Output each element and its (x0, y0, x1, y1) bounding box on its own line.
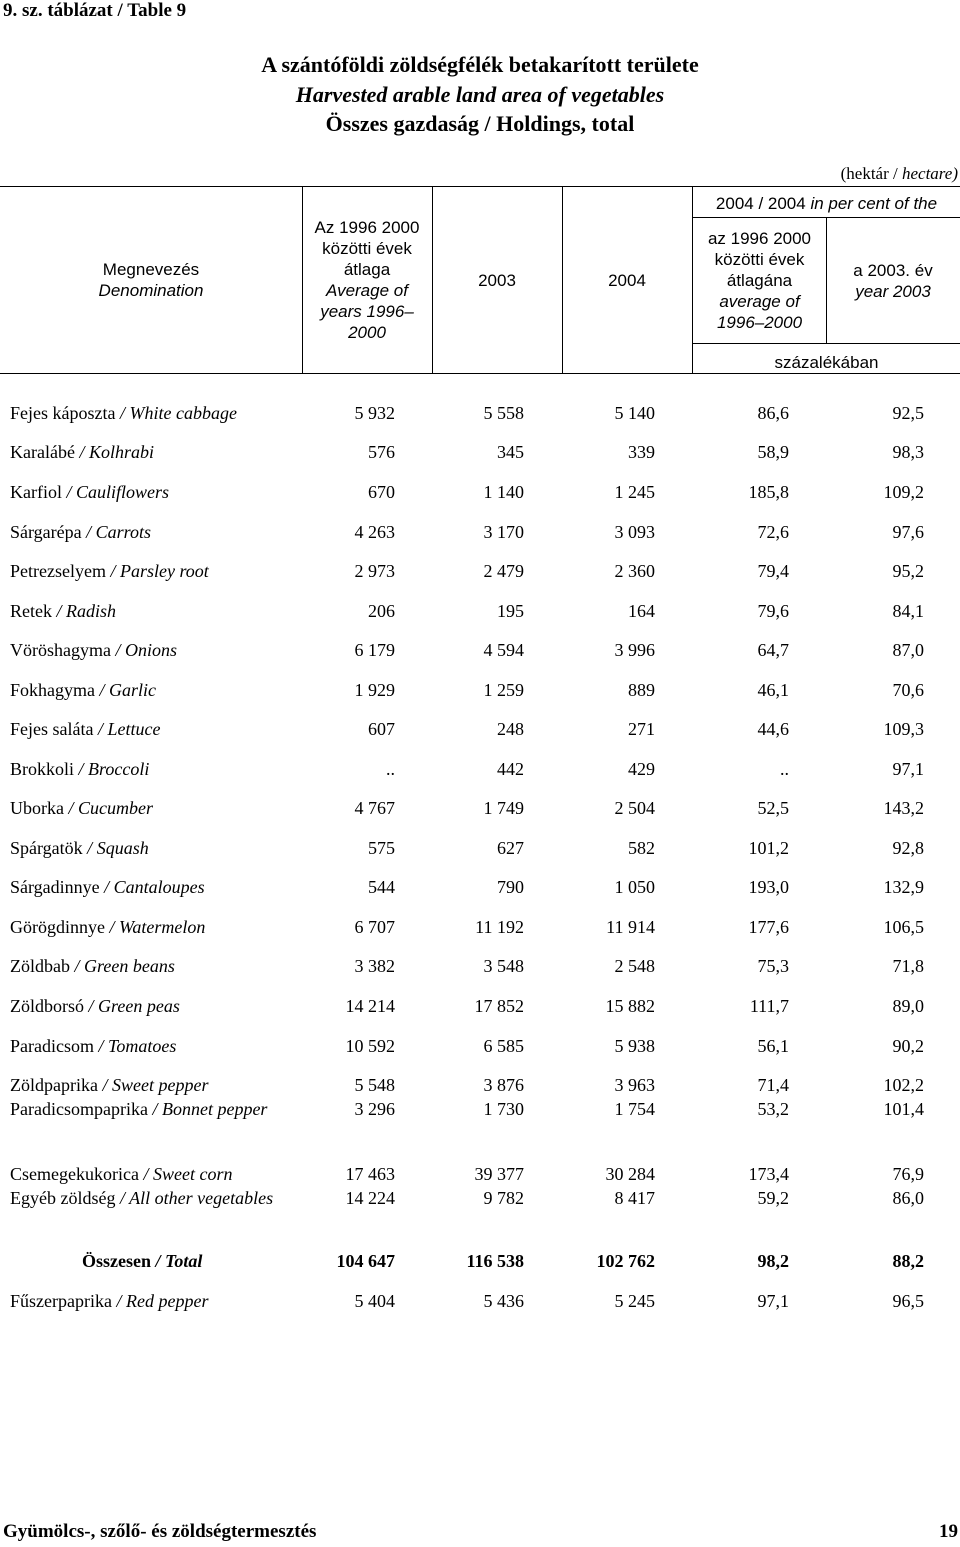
row-name-hu: Fűszerpaprika (10, 1291, 112, 1311)
row-denomination (82, 1249, 357, 1273)
cell-value-2004: 8 417 (614, 1188, 655, 1208)
cell-avg-1996-2000: 5 404 (354, 1291, 395, 1311)
cell-avg-1996-2000: 575 (368, 838, 395, 858)
row-name-en: Green peas (98, 996, 180, 1016)
header-percent: százalékában (774, 353, 879, 372)
header-pct-average-hu-1: az 1996 2000 (707, 229, 812, 248)
cell-value-2004: 2 548 (614, 956, 655, 976)
cell-pct-of-average: 58,9 (757, 442, 789, 462)
cell-value-2004: 3 963 (614, 1075, 655, 1095)
row-name-hu: Paradicsompaprika (10, 1099, 148, 1119)
cell-pct-of-2003: 90,2 (892, 1036, 924, 1056)
cell-value-2004: 11 914 (606, 917, 655, 937)
header-pct-2003-hu: a 2003. év (853, 261, 933, 280)
row-denomination (10, 1073, 285, 1097)
cell-pct-of-average: 59,2 (757, 1188, 789, 1208)
cell-value-2003: 9 782 (483, 1188, 524, 1208)
header-average-en-3: 2000 (348, 323, 386, 342)
cell-value-2003: 248 (497, 719, 524, 739)
cell-pct-of-2003: 86,0 (892, 1188, 924, 1208)
row-name-en: Watermelon (119, 917, 206, 937)
cell-pct-of-2003: 109,2 (883, 482, 924, 502)
row-denomination (10, 520, 285, 544)
row-denomination (10, 638, 285, 662)
row-name-separator: / (63, 798, 78, 818)
cell-pct-of-2003: 97,1 (892, 759, 924, 779)
cell-pct-of-2003: 97,6 (892, 522, 924, 542)
cell-avg-1996-2000: 10 592 (345, 1036, 395, 1056)
header-pct-average (693, 228, 826, 333)
row-name-hu: Karalábé (10, 442, 75, 462)
cell-pct-of-average: 173,4 (748, 1164, 789, 1184)
cell-avg-1996-2000: 104 647 (336, 1251, 395, 1271)
cell-pct-of-2003: 92,8 (892, 838, 924, 858)
cell-pct-of-average: 185,8 (748, 482, 789, 502)
cell-pct-of-average: 79,4 (757, 561, 789, 581)
cell-avg-1996-2000: 670 (368, 482, 395, 502)
cell-pct-of-2003: 98,3 (892, 442, 924, 462)
cell-pct-of-2003: 96,5 (892, 1291, 924, 1311)
cell-value-2003: 627 (497, 838, 524, 858)
row-name-en: Broccoli (88, 759, 150, 779)
header-average-hu-3: átlaga (343, 260, 391, 279)
row-name-separator: / (52, 601, 67, 621)
header-2004: 2004 (608, 271, 646, 290)
row-name-separator: / (81, 522, 96, 542)
cell-value-2004: 5 245 (614, 1291, 655, 1311)
cell-avg-1996-2000: 3 382 (354, 956, 395, 976)
header-average (302, 217, 432, 343)
row-name-separator: / (70, 956, 85, 976)
cell-pct-of-average: 98,2 (757, 1251, 789, 1271)
cell-value-2003: 17 852 (474, 996, 524, 1016)
row-name-en: Cucumber (78, 798, 153, 818)
cell-avg-1996-2000: 5 932 (354, 403, 395, 423)
row-name-separator: / (138, 1164, 153, 1184)
cell-avg-1996-2000: 5 548 (354, 1075, 395, 1095)
row-name-hu: Vöröshagyma (10, 640, 111, 660)
row-denomination (10, 1162, 285, 1186)
row-name-separator: / (74, 442, 89, 462)
row-name-en: Squash (96, 838, 149, 858)
cell-pct-of-average: .. (780, 759, 789, 779)
row-name-hu: Zöldbab (10, 956, 70, 976)
cell-avg-1996-2000: 1 929 (354, 680, 395, 700)
cell-pct-of-2003: 101,4 (883, 1099, 924, 1119)
header-average-hu-1: Az 1996 2000 (314, 218, 420, 237)
row-denomination (10, 875, 285, 899)
header-average-hu-2: közötti évek (322, 239, 412, 258)
cell-value-2004: 339 (628, 442, 655, 462)
row-name-separator: / (95, 680, 110, 700)
cell-value-2004: 271 (628, 719, 655, 739)
cell-avg-1996-2000: 206 (368, 601, 395, 621)
cell-avg-1996-2000: 544 (368, 877, 395, 897)
cell-pct-of-2003: 143,2 (883, 798, 924, 818)
row-name-en: Green beans (84, 956, 175, 976)
cell-value-2003: 790 (497, 877, 524, 897)
cell-pct-of-2003: 76,9 (892, 1164, 924, 1184)
cell-value-2003: 5 436 (483, 1291, 524, 1311)
cell-value-2004: 5 140 (614, 403, 655, 423)
cell-pct-of-average: 79,6 (757, 601, 789, 621)
cell-value-2003: 11 192 (475, 917, 524, 937)
row-name-hu: Fejes saláta (10, 719, 94, 739)
row-denomination (10, 836, 285, 860)
row-denomination (10, 796, 285, 820)
row-denomination (10, 915, 285, 939)
cell-value-2004: 889 (628, 680, 655, 700)
row-name-hu: Karfiol (10, 482, 62, 502)
row-denomination (10, 599, 285, 623)
row-name-hu: Fejes káposzta (10, 403, 116, 423)
row-name-en: Radish (66, 601, 117, 621)
cell-avg-1996-2000: 17 463 (345, 1164, 395, 1184)
cell-avg-1996-2000: 6 707 (354, 917, 395, 937)
row-denomination (10, 1034, 285, 1058)
row-denomination (10, 757, 285, 781)
cell-value-2004: 2 360 (614, 561, 655, 581)
row-name-separator: / (105, 561, 120, 581)
row-name-hu: Zöldborsó (10, 996, 84, 1016)
cell-value-2003: 6 585 (483, 1036, 524, 1056)
row-denomination (10, 717, 285, 741)
title-holdings: Összes gazdaság / Holdings, total (325, 111, 635, 136)
header-pct-line (693, 343, 960, 344)
cell-value-2004: 1 050 (614, 877, 655, 897)
header-average-en-2: years 1996– (320, 302, 414, 321)
cell-pct-of-2003: 89,0 (892, 996, 924, 1016)
row-name-en: Onions (125, 640, 178, 660)
row-name-en: Lettuce (107, 719, 161, 739)
row-name-separator: / (110, 640, 125, 660)
row-name-hu: Egyéb zöldség (10, 1188, 116, 1208)
footer-title: Gyümölcs-, szőlő- és zöldségtermesztés (3, 1521, 317, 1542)
cell-pct-of-average: 97,1 (757, 1291, 789, 1311)
cell-value-2003: 345 (497, 442, 524, 462)
cell-value-2003: 3 876 (483, 1075, 524, 1095)
cell-pct-of-2003: 106,5 (883, 917, 924, 937)
header-pct-average-hu-2: közötti évek (714, 250, 805, 269)
row-name-en: Sweet pepper (112, 1075, 209, 1095)
row-name-hu: Görögdinnye (10, 917, 105, 937)
cell-avg-1996-2000: 14 224 (345, 1188, 395, 1208)
row-name-separator: / (104, 917, 119, 937)
header-2003: 2003 (478, 271, 516, 290)
cell-pct-of-2003: 71,8 (892, 956, 924, 976)
cell-value-2004: 1 754 (614, 1099, 655, 1119)
cell-value-2004: 3 093 (614, 522, 655, 542)
row-name-separator: / (99, 877, 114, 897)
row-name-separator: / (151, 1251, 166, 1271)
cell-pct-of-average: 193,0 (748, 877, 789, 897)
cell-avg-1996-2000: 2 973 (354, 561, 395, 581)
cell-pct-of-average: 71,4 (757, 1075, 789, 1095)
cell-value-2003: 116 538 (466, 1251, 524, 1271)
row-name-hu: Uborka (10, 798, 64, 818)
cell-value-2003: 1 140 (483, 482, 524, 502)
cell-value-2003: 442 (497, 759, 524, 779)
table-label-text: 9. sz. táblázat / Table 9 (3, 0, 187, 21)
row-denomination (10, 559, 285, 583)
cell-pct-of-average: 56,1 (757, 1036, 789, 1056)
cell-value-2004: 102 762 (596, 1251, 655, 1271)
header-pct-2003-en: year 2003 (855, 282, 931, 301)
cell-value-2004: 582 (628, 838, 655, 858)
row-name-hu: Spárgatök (10, 838, 83, 858)
cell-value-2004: 3 996 (614, 640, 655, 660)
row-name-hu: Összesen (82, 1251, 151, 1271)
cell-pct-of-average: 72,6 (757, 522, 789, 542)
header-denomination-en: Denomination (98, 281, 204, 300)
row-name-separator: / (84, 996, 99, 1016)
cell-value-2003: 1 730 (483, 1099, 524, 1119)
row-name-en: Bonnet pepper (161, 1099, 268, 1119)
cell-pct-of-2003: 92,5 (892, 403, 924, 423)
unit-en: hectare) (901, 164, 958, 183)
header-top-line (0, 186, 960, 187)
header-ratio (693, 193, 960, 214)
row-name-hu: Zöldpaprika (10, 1075, 98, 1095)
unit-hu: (hektár / (840, 164, 902, 183)
row-name-en: Kolhrabi (88, 442, 154, 462)
row-name-separator: / (93, 719, 108, 739)
cell-avg-1996-2000: 576 (368, 442, 395, 462)
row-denomination (10, 1097, 285, 1121)
row-name-separator: / (97, 1075, 112, 1095)
row-denomination (10, 994, 285, 1018)
row-denomination (10, 440, 285, 464)
cell-value-2004: 5 938 (614, 1036, 655, 1056)
cell-pct-of-average: 75,3 (757, 956, 789, 976)
row-name-hu: Sárgarépa (10, 522, 82, 542)
row-name-en: Cauliflowers (76, 482, 170, 502)
cell-value-2004: 164 (628, 601, 655, 621)
cell-value-2003: 195 (497, 601, 524, 621)
cell-value-2003: 1 749 (483, 798, 524, 818)
row-name-separator: / (82, 838, 97, 858)
cell-pct-of-2003: 102,2 (883, 1075, 924, 1095)
cell-pct-of-2003: 88,2 (892, 1251, 924, 1271)
header-ratio-hu: 2004 / 2004 (715, 194, 806, 213)
unit-label (841, 164, 958, 184)
cell-avg-1996-2000: 607 (368, 719, 395, 739)
cell-pct-of-average: 177,6 (748, 917, 789, 937)
cell-value-2004: 2 504 (614, 798, 655, 818)
row-name-en: Garlic (109, 680, 157, 700)
header-denomination (0, 259, 302, 301)
table-label (3, 0, 186, 22)
row-name-separator: / (74, 759, 89, 779)
header-bottom-line (0, 373, 960, 374)
row-denomination (10, 678, 285, 702)
row-name-hu: Paradicsom (10, 1036, 94, 1056)
cell-pct-of-average: 52,5 (757, 798, 789, 818)
title-hungarian: A szántóföldi zöldségfélék betakarított területe (261, 52, 699, 77)
cell-pct-of-2003: 95,2 (892, 561, 924, 581)
cell-value-2004: 15 882 (605, 996, 655, 1016)
row-name-hu: Csemegekukorica (10, 1164, 139, 1184)
row-denomination (10, 480, 285, 504)
cell-pct-of-average: 111,7 (749, 996, 789, 1016)
row-name-en: Carrots (95, 522, 152, 542)
row-name-en: All other vegetables (129, 1188, 274, 1208)
header-pct-average-hu-3: átlagána (726, 271, 793, 290)
row-name-hu: Brokkoli (10, 759, 75, 779)
cell-pct-of-average: 44,6 (757, 719, 789, 739)
row-name-separator: / (115, 1188, 130, 1208)
title-english: Harvested arable land area of vegetables (295, 82, 665, 107)
row-denomination (10, 401, 285, 425)
cell-value-2003: 2 479 (483, 561, 524, 581)
row-name-en: Sweet corn (152, 1164, 233, 1184)
header-pct-average-en-2: 1996–2000 (716, 313, 803, 332)
row-name-en: Cantaloupes (113, 877, 205, 897)
cell-pct-of-average: 64,7 (757, 640, 789, 660)
cell-pct-of-average: 46,1 (757, 680, 789, 700)
cell-pct-of-2003: 84,1 (892, 601, 924, 621)
cell-pct-of-2003: 132,9 (883, 877, 924, 897)
row-name-separator: / (111, 1291, 126, 1311)
row-denomination (10, 1289, 285, 1313)
cell-pct-of-2003: 87,0 (892, 640, 924, 660)
cell-pct-of-2003: 70,6 (892, 680, 924, 700)
row-name-separator: / (115, 403, 130, 423)
cell-avg-1996-2000: 6 179 (354, 640, 395, 660)
cell-value-2003: 39 377 (474, 1164, 524, 1184)
row-name-hu: Retek (10, 601, 52, 621)
cell-pct-of-2003: 109,3 (883, 719, 924, 739)
row-name-separator: / (147, 1099, 162, 1119)
cell-avg-1996-2000: 3 296 (354, 1099, 395, 1119)
cell-pct-of-average: 86,6 (757, 403, 789, 423)
row-denomination (10, 1186, 285, 1210)
row-name-separator: / (61, 482, 76, 502)
cell-value-2003: 3 548 (483, 956, 524, 976)
header-average-en-1: Average of (326, 281, 408, 300)
cell-value-2003: 5 558 (483, 403, 524, 423)
header-denomination-hu: Megnevezés (102, 260, 200, 279)
cell-value-2003: 3 170 (483, 522, 524, 542)
header-pct-2003 (826, 260, 960, 302)
cell-value-2004: 1 245 (614, 482, 655, 502)
row-name-en: Red pepper (125, 1291, 209, 1311)
cell-avg-1996-2000: 4 263 (354, 522, 395, 542)
row-name-en: White cabbage (129, 403, 237, 423)
cell-value-2003: 1 259 (483, 680, 524, 700)
row-name-en: Tomatoes (108, 1036, 177, 1056)
cell-value-2004: 30 284 (605, 1164, 655, 1184)
header-ratio-en: in per cent of the (805, 194, 938, 213)
row-name-en: Parsley root (119, 561, 209, 581)
footer-page-number: 19 (939, 1521, 958, 1542)
row-name-hu: Sárgadinnye (10, 877, 100, 897)
cell-pct-of-average: 53,2 (757, 1099, 789, 1119)
row-name-en: Total (165, 1251, 203, 1271)
row-name-separator: / (93, 1036, 108, 1056)
row-name-hu: Petrezselyem (10, 561, 106, 581)
cell-avg-1996-2000: 4 767 (354, 798, 395, 818)
row-denomination (10, 954, 285, 978)
row-name-hu: Fokhagyma (10, 680, 95, 700)
header-pct-average-en-1: average of (719, 292, 800, 311)
cell-avg-1996-2000: .. (386, 759, 395, 779)
cell-value-2004: 429 (628, 759, 655, 779)
cell-value-2003: 4 594 (483, 640, 524, 660)
cell-avg-1996-2000: 14 214 (345, 996, 395, 1016)
cell-pct-of-average: 101,2 (748, 838, 789, 858)
